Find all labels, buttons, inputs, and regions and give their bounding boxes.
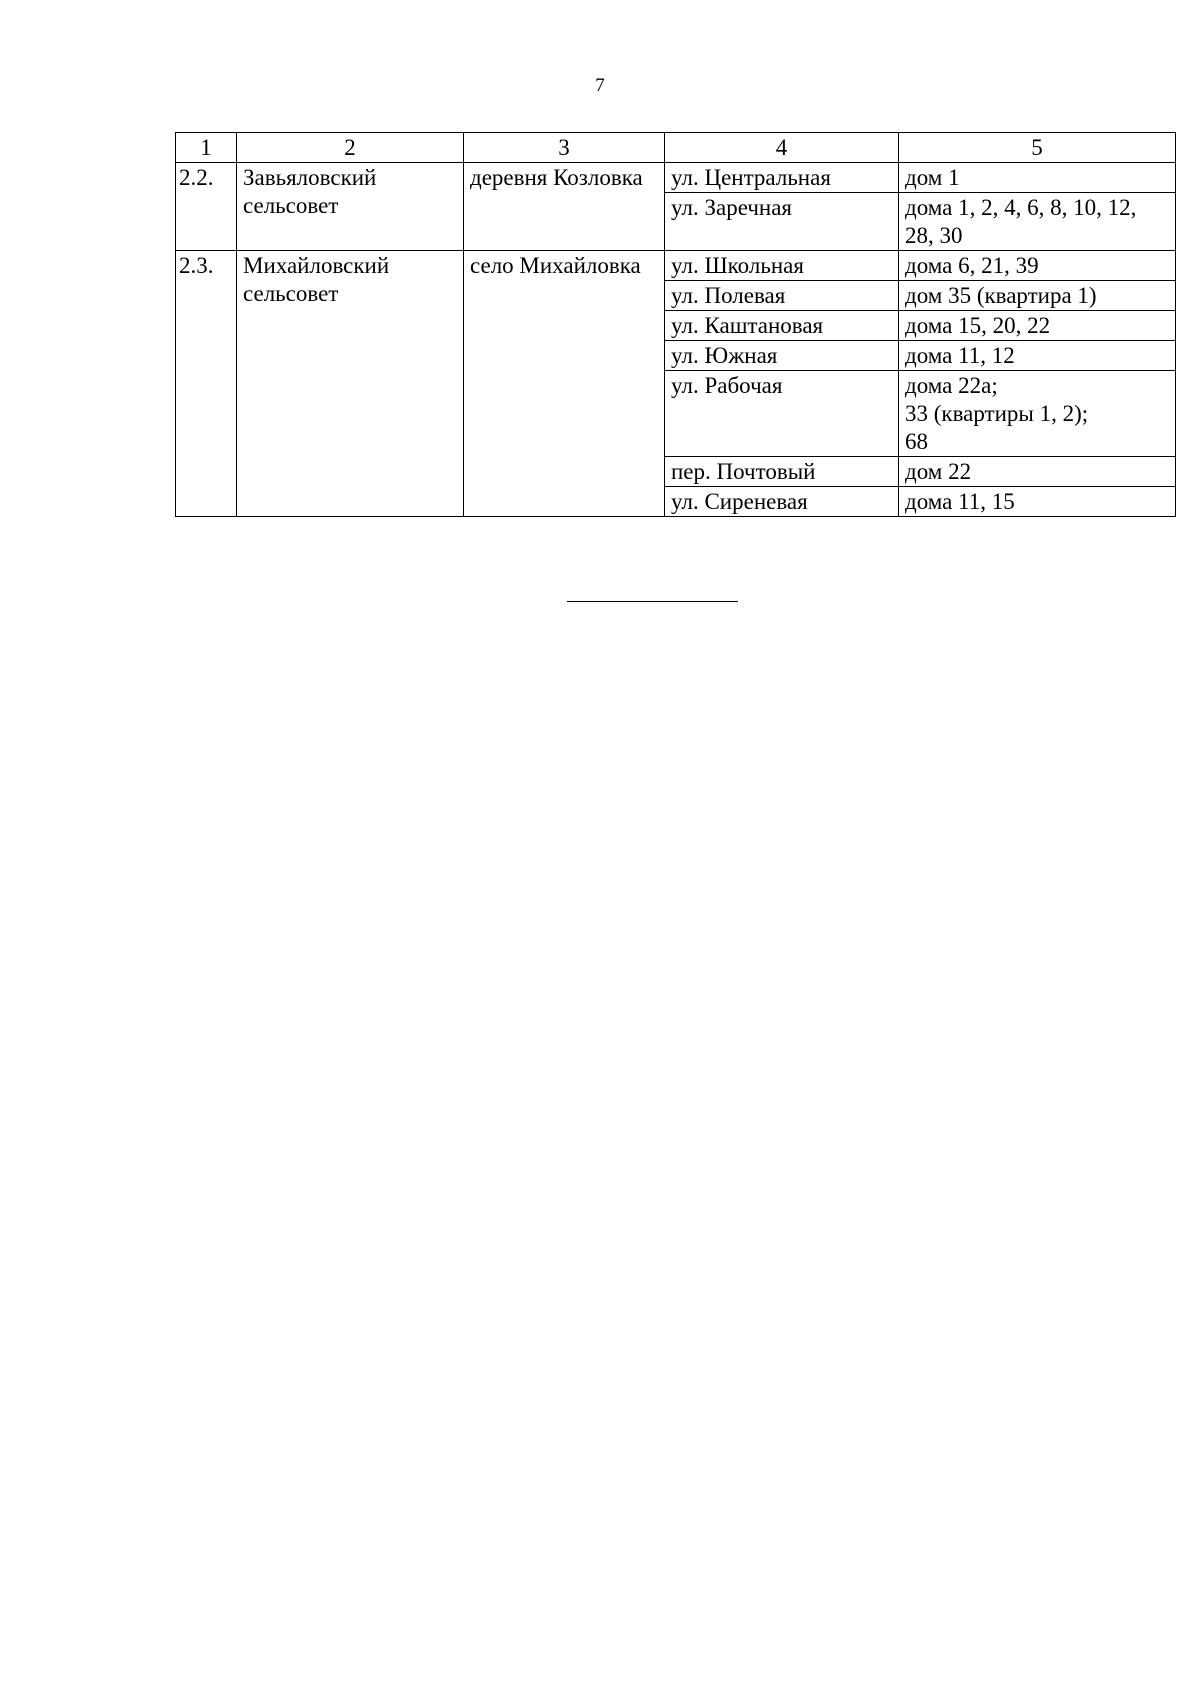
column-header: 3 (464, 133, 665, 163)
street-cell: ул. Каштановая (665, 311, 899, 341)
settlement-cell: деревня Козловка (464, 163, 665, 251)
houses-cell: дома 15, 20, 22 (899, 311, 1176, 341)
houses-cell: дом 22 (899, 457, 1176, 487)
street-cell: ул. Школьная (665, 251, 899, 281)
street-cell: ул. Южная (665, 341, 899, 371)
table-row (176, 251, 1176, 281)
settlement-cell: село Михайловка (464, 251, 665, 517)
houses-cell: дома 6, 21, 39 (899, 251, 1176, 281)
address-table (175, 132, 1176, 517)
street-cell: ул. Сиреневая (665, 487, 899, 517)
column-header: 5 (899, 133, 1176, 163)
houses-cell: дом 1 (899, 163, 1176, 193)
street-cell: ул. Центральная (665, 163, 899, 193)
row-number: 2.2. (176, 163, 237, 251)
houses-cell: дома 11, 12 (899, 341, 1176, 371)
column-header: 2 (237, 133, 464, 163)
houses-cell: дома 22а; 33 (квартиры 1, 2); 68 (899, 371, 1176, 457)
street-cell: пер. Почтовый (665, 457, 899, 487)
street-cell: ул. Заречная (665, 193, 899, 251)
council-cell: Завьяловский сельсовет (237, 163, 464, 251)
houses-cell: дома 1, 2, 4, 6, 8, 10, 12, 28, 30 (899, 193, 1176, 251)
council-cell: Михайловский сельсовет (237, 251, 464, 517)
houses-cell: дома 11, 15 (899, 487, 1176, 517)
column-header: 1 (176, 133, 237, 163)
table-header-row (176, 133, 1176, 163)
street-cell: ул. Рабочая (665, 371, 899, 457)
houses-cell: дом 35 (квартира 1) (899, 281, 1176, 311)
end-of-document-rule (567, 601, 738, 602)
table-row (176, 163, 1176, 193)
street-cell: ул. Полевая (665, 281, 899, 311)
page-number: 7 (595, 75, 605, 96)
row-number: 2.3. (176, 251, 237, 517)
column-header: 4 (665, 133, 899, 163)
